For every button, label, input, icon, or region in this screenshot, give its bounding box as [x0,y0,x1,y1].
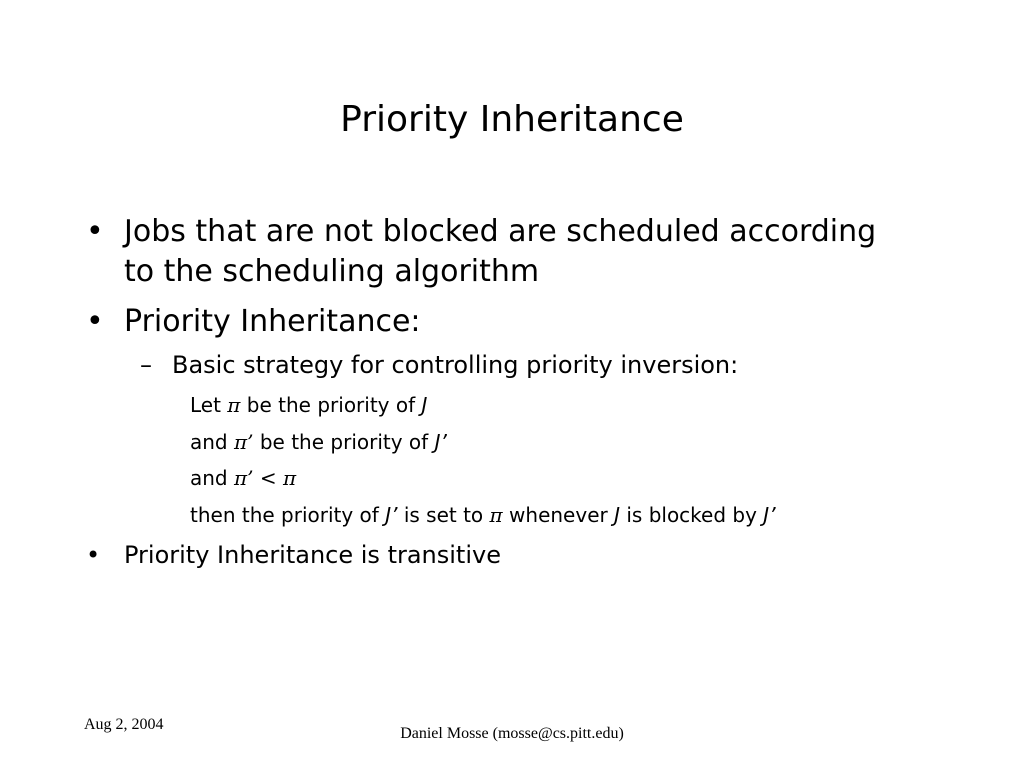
job-j-prime: J’ [434,430,447,454]
text-fragment: be the priority of [253,430,435,454]
pi-symbol: π [227,393,241,417]
footer-author: Daniel Mosse (mosse@cs.pitt.edu) [400,725,624,742]
job-j: J [614,503,620,527]
definition-line-then [190,500,776,530]
pi-symbol: π [489,503,503,527]
bullet-dot: • [86,541,101,569]
bullet-line-1: Jobs that are not blocked are scheduled according [124,214,877,249]
slide-title: Priority Inheritance [340,99,684,140]
text-fragment: is blocked by [620,503,764,527]
job-j-prime: J’ [763,503,776,527]
bullet-dot: • [86,214,104,249]
bullet-text: Priority Inheritance is transitive [124,541,501,569]
text-fragment: whenever [502,503,615,527]
text-fragment: be the priority of [240,393,422,417]
text-fragment: then the priority of [190,503,386,527]
sub-bullet-dash: – [140,351,152,379]
text-fragment: is set to [397,503,490,527]
bullet-dot: • [86,304,104,339]
pi-prime-symbol: π’ [233,430,254,454]
text-fragment: and [190,430,234,454]
bullet-text [124,212,984,292]
definition-line-and-less [190,463,296,493]
bullet-text: Priority Inheritance: [124,304,421,339]
bullet-line-2: to the scheduling algorithm [124,254,540,289]
text-fragment: Let [190,393,228,417]
job-j-prime: J’ [385,503,398,527]
sub-bullet-text: Basic strategy for controlling priority inversion: [172,351,739,379]
pi-prime-symbol: π’ [233,466,254,490]
pi-symbol: π [282,466,297,490]
footer-date: Aug 2, 2004 [84,716,164,733]
job-j: J [421,393,428,417]
text-fragment: and [190,466,234,490]
less-than: < [253,466,283,490]
definition-line-and-prime [190,427,447,457]
definition-line-let [190,390,427,420]
